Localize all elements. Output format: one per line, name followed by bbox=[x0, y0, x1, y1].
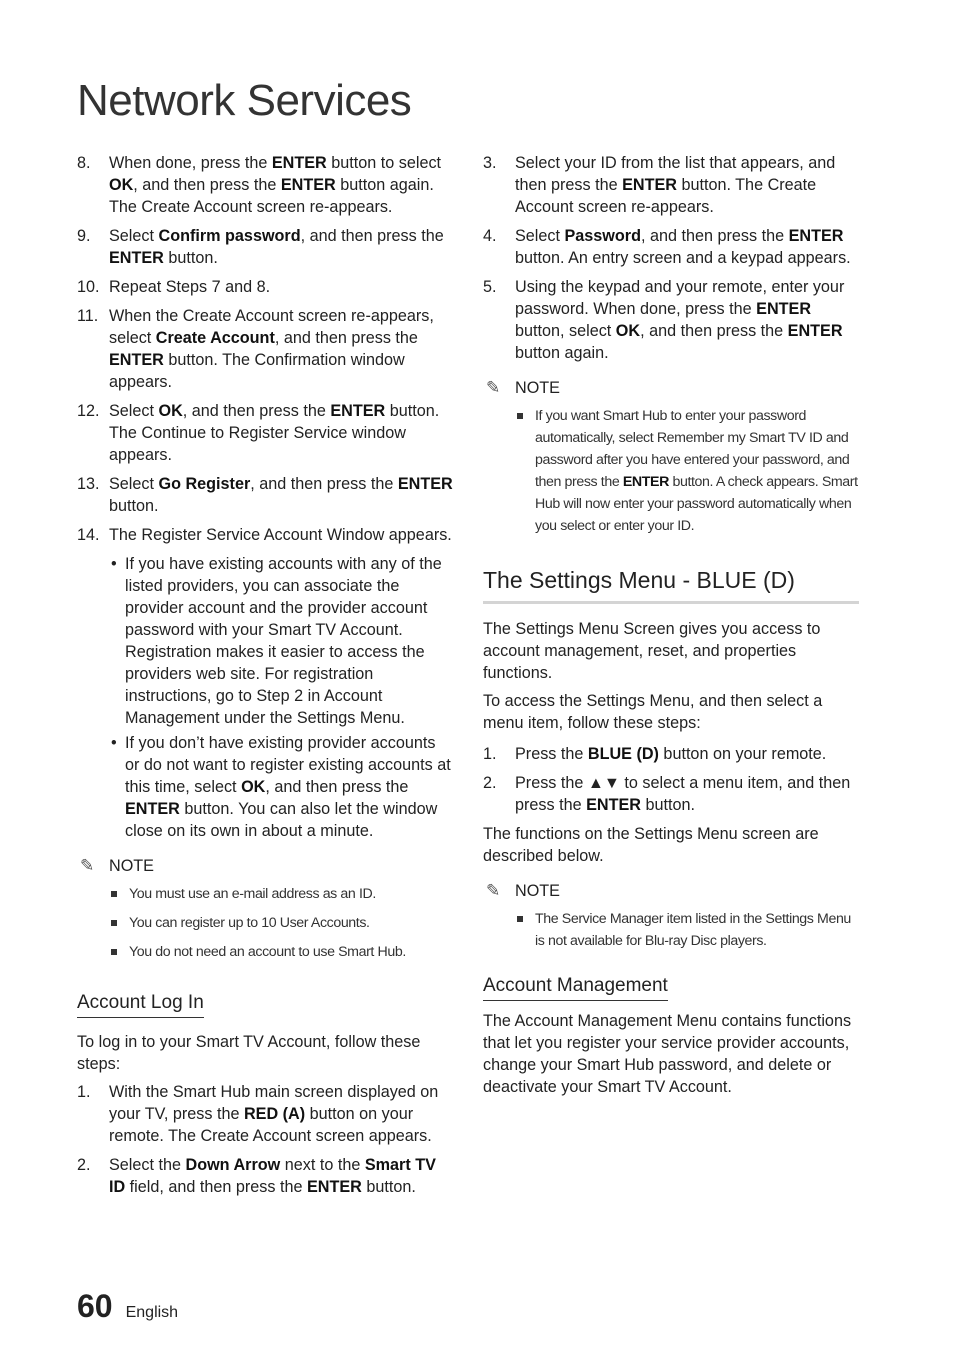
step-number: 11. bbox=[77, 307, 99, 325]
note-item bbox=[110, 941, 453, 963]
emphasis-term: ENTER bbox=[330, 402, 386, 420]
note-header bbox=[483, 880, 859, 902]
note-text: You do not need an account to use Smart Hub. bbox=[129, 944, 406, 960]
note-label: NOTE bbox=[515, 882, 560, 900]
note-text: You can register up to 10 User Accounts. bbox=[129, 915, 370, 931]
step-text: Select Go Register, and then press the ENTER button. bbox=[109, 475, 453, 515]
list-item bbox=[77, 305, 453, 393]
emphasis-term: Go Register bbox=[158, 475, 251, 493]
emphasis-term: ENTER bbox=[586, 796, 641, 814]
square-bullet-icon bbox=[111, 949, 117, 955]
list-item bbox=[77, 225, 453, 269]
step-number: 2. bbox=[77, 1156, 91, 1174]
list-item bbox=[77, 276, 453, 298]
step-text: Select Password, and then press the ENTER button. An entry screen and a keypad appears. bbox=[515, 227, 851, 267]
left-column bbox=[77, 152, 453, 1205]
note-text: If you want Smart Hub to enter your password automatically, select Remember my Smart TV ID and password after you have entered your password, and then press the ENTER button. A check appears. Smart Hub will now enter your password automatically when you select or enter your ID. bbox=[535, 408, 858, 534]
step-text: Repeat Steps 7 and 8. bbox=[109, 278, 271, 296]
step-text: When done, press the ENTER button to select OK, and then press the ENTER button again. The Create Account screen re-appears. bbox=[109, 154, 442, 216]
step-number: 2. bbox=[483, 774, 497, 792]
emphasis-term: ENTER bbox=[756, 300, 812, 318]
step-text: Using the keypad and your remote, enter your password. When done, press the ENTER button, select OK, and then press the ENTER button again. bbox=[515, 278, 845, 362]
settings-paragraph: The Settings Menu Screen gives you access to account management, reset, and properties functions. bbox=[483, 620, 821, 682]
step-text: Select Confirm password, and then press the ENTER button. bbox=[109, 227, 444, 267]
notes-list bbox=[110, 883, 453, 963]
emphasis-term: OK bbox=[158, 402, 183, 420]
list-item bbox=[77, 524, 453, 546]
emphasis-term: ENTER bbox=[622, 474, 669, 490]
step-text: When the Create Account screen re-appears, select Create Account, and then press the ENTER button. The Confirmation window appears. bbox=[109, 307, 434, 391]
account-login-steps bbox=[77, 1081, 453, 1198]
step-number: 9. bbox=[77, 227, 91, 245]
emphasis-term: ENTER bbox=[622, 176, 677, 194]
note-label: NOTE bbox=[515, 379, 560, 397]
list-item bbox=[483, 743, 859, 765]
page-number: 60 bbox=[77, 1288, 113, 1324]
step-number: 5. bbox=[483, 278, 497, 296]
emphasis-term: ENTER bbox=[109, 351, 164, 369]
account-login-heading: Account Log In bbox=[77, 990, 204, 1018]
account-management-paragraph: The Account Management Menu contains functions that let you register your service provider accounts, change your Smart Hub password, and delete or deactivate your Smart TV Account. bbox=[483, 1012, 852, 1096]
settings-menu-heading: The Settings Menu - BLUE (D) bbox=[483, 565, 859, 604]
step-text: With the Smart Hub main screen displayed on your TV, press the RED (A) button on your remote. The Create Account screen appears. bbox=[109, 1083, 439, 1145]
emphasis-term: BLUE (D) bbox=[587, 745, 659, 763]
step14-bullets bbox=[109, 553, 453, 842]
bullet-text: If you don’t have existing provider accounts or do not want to register existing accounts at this time, select OK, and then press the ENTER button. You can also let the window close on its own in about a minute. bbox=[125, 734, 451, 840]
step-number: 1. bbox=[483, 745, 497, 763]
square-bullet-icon bbox=[111, 891, 117, 897]
step-text: Press the BLUE (D) button on your remote. bbox=[515, 745, 827, 763]
step-number: 3. bbox=[483, 154, 497, 172]
page-title: Network Services bbox=[77, 76, 412, 125]
emphasis-term: ENTER bbox=[397, 475, 453, 493]
bullet-item bbox=[109, 553, 453, 729]
step-text: Select your ID from the list that appears, and then press the ENTER button. The Create Account screen re-appears. bbox=[515, 154, 836, 216]
emphasis-term: ENTER bbox=[788, 227, 844, 245]
bullet-icon: • bbox=[111, 734, 117, 752]
emphasis-term: Down Arrow bbox=[185, 1156, 281, 1174]
emphasis-term: Smart TV ID bbox=[109, 1156, 436, 1196]
emphasis-term: Create Account bbox=[155, 329, 275, 347]
pencil-icon: ✎ bbox=[486, 378, 501, 397]
bullet-text: If you have existing accounts with any of the listed providers, you can associate the provider account and the provider account password with your Smart TV Account. Registration makes it easier to access the providers web site. For registration instructions, go to Step 2 in Account Management under the Settings Menu. bbox=[125, 555, 442, 727]
step-number: 10. bbox=[77, 278, 100, 296]
list-item bbox=[77, 473, 453, 517]
emphasis-term: Confirm password bbox=[158, 227, 301, 245]
settings-paragraph: To access the Settings Menu, and then select a menu item, follow these steps: bbox=[483, 692, 823, 732]
step-number: 14. bbox=[77, 526, 100, 544]
bullet-item bbox=[109, 732, 453, 842]
emphasis-term: ENTER bbox=[109, 249, 164, 267]
note-label: NOTE bbox=[109, 857, 154, 875]
settings-steps bbox=[483, 743, 859, 816]
steps-list bbox=[77, 152, 453, 546]
bullet-icon: • bbox=[111, 555, 117, 573]
note-text: The Service Manager item listed in the Settings Menu is not available for Blu-ray Disc players. bbox=[535, 911, 851, 949]
list-item bbox=[77, 1154, 453, 1198]
step-number: 12. bbox=[77, 402, 100, 420]
step-text: Select the Down Arrow next to the Smart TV ID field, and then press the ENTER button. bbox=[109, 1156, 436, 1196]
step-text: Select OK, and then press the ENTER button. The Continue to Register Service window appears. bbox=[109, 402, 440, 464]
note-item bbox=[516, 908, 859, 952]
emphasis-term: OK bbox=[615, 322, 641, 340]
square-bullet-icon bbox=[111, 920, 117, 926]
step-text: The Register Service Account Window appears. bbox=[109, 526, 452, 544]
emphasis-term: ENTER bbox=[306, 1178, 362, 1196]
pencil-icon: ✎ bbox=[80, 856, 95, 875]
notes-list bbox=[516, 908, 859, 952]
step-text: Press the ▲▼ to select a menu item, and then press the ENTER button. bbox=[515, 774, 851, 814]
note-item bbox=[110, 912, 453, 934]
square-bullet-icon bbox=[517, 916, 523, 922]
emphasis-term: Password bbox=[564, 227, 641, 245]
step-number: 8. bbox=[77, 154, 91, 172]
list-item bbox=[483, 225, 859, 269]
emphasis-term: RED (A) bbox=[243, 1105, 306, 1123]
settings-paragraph: The functions on the Settings Menu screen are described below. bbox=[483, 825, 819, 865]
list-item bbox=[77, 1081, 453, 1147]
notes-list bbox=[516, 405, 859, 537]
note-text: You must use an e-mail address as an ID. bbox=[129, 886, 376, 902]
note-header bbox=[483, 377, 859, 399]
list-item bbox=[77, 400, 453, 466]
square-bullet-icon bbox=[517, 413, 523, 419]
note-item bbox=[110, 883, 453, 905]
account-management-heading: Account Management bbox=[483, 973, 668, 1001]
pencil-icon: ✎ bbox=[486, 881, 501, 900]
right-column bbox=[483, 152, 859, 1104]
step-number: 1. bbox=[77, 1083, 91, 1101]
emphasis-term: ENTER bbox=[125, 800, 180, 818]
emphasis-term: ENTER bbox=[271, 154, 327, 172]
note-item bbox=[516, 405, 859, 537]
emphasis-term: ENTER bbox=[787, 322, 843, 340]
step-number: 4. bbox=[483, 227, 497, 245]
list-item bbox=[483, 152, 859, 218]
list-item bbox=[483, 276, 859, 364]
list-item bbox=[77, 152, 453, 218]
account-login-intro: To log in to your Smart TV Account, follow these steps: bbox=[77, 1033, 421, 1073]
list-item bbox=[483, 772, 859, 816]
steps-list-continued bbox=[483, 152, 859, 364]
page-language: English bbox=[125, 1304, 179, 1321]
emphasis-term: OK bbox=[109, 176, 134, 194]
page-footer bbox=[77, 1286, 178, 1326]
emphasis-term: ENTER bbox=[280, 176, 336, 194]
step-number: 13. bbox=[77, 475, 100, 493]
note-header bbox=[77, 855, 453, 877]
emphasis-term: OK bbox=[241, 778, 266, 796]
